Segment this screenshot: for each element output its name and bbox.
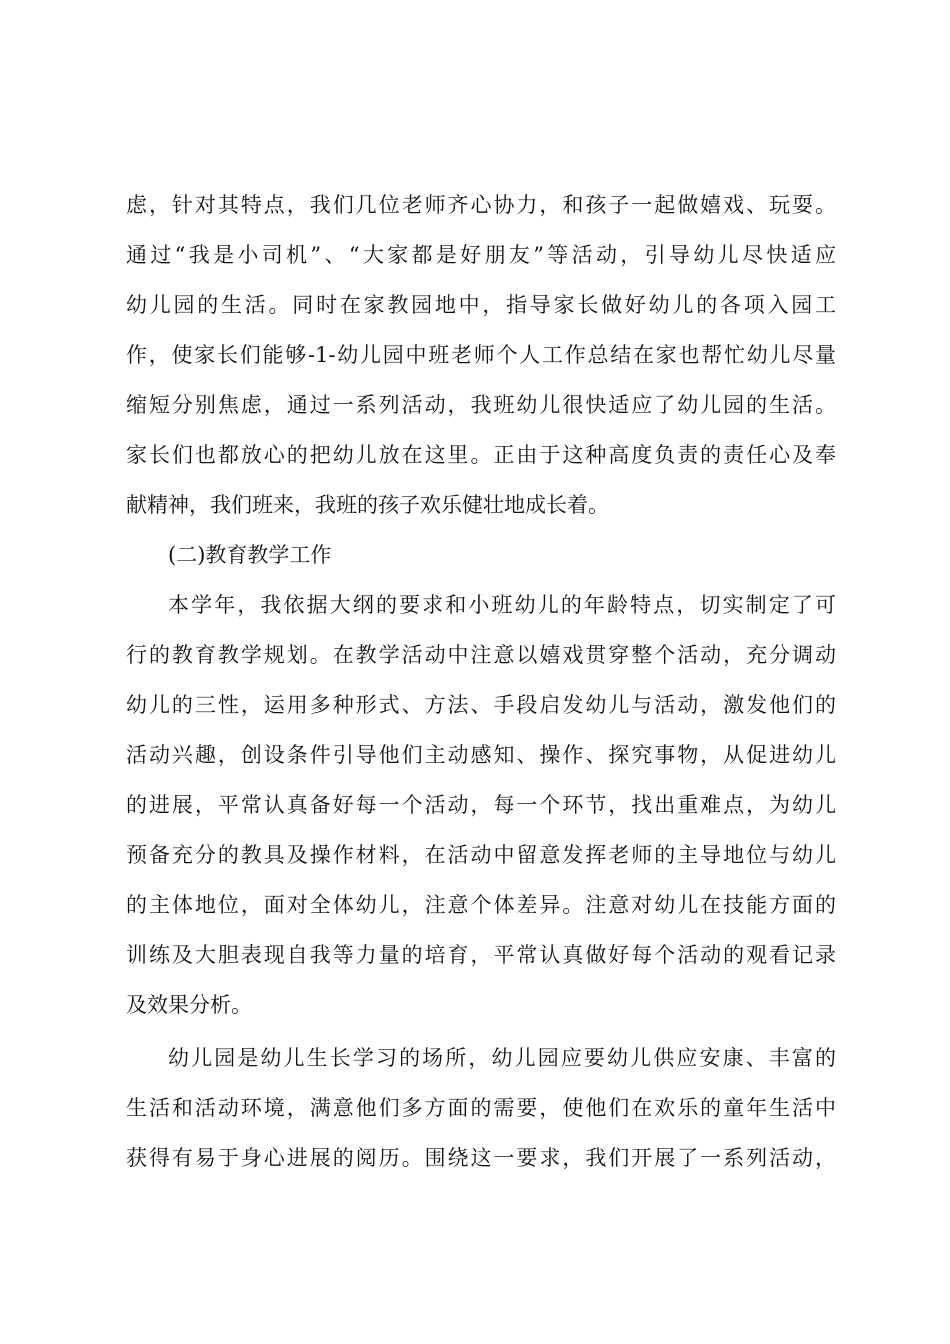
text-line-16: 训练及大胆表现自我等力量的培育，平常认真做好每个活动的观看记录: [126, 943, 836, 967]
text-line-10: 行的教育教学规划。在教学活动中注意以嬉戏贯穿整个活动，充分调动: [126, 643, 836, 667]
text-line-5: 缩短分别焦虑，通过一系列活动，我班幼儿很快适应了幼儿园的生活。: [126, 393, 836, 417]
text-line-1: 虑，针对其特点，我们几位老师齐心协力，和孩子一起做嬉戏、玩耍。: [126, 193, 836, 217]
text-line-13: 的进展，平常认真备好每一个活动，每一个环节，找出重难点，为幼儿: [126, 793, 836, 817]
text-line-4: 作，使家长们能够-1-幼儿园中班老师个人工作总结在家也帮忙幼儿尽量: [126, 343, 836, 367]
text-line-19: 生活和活动环境，满意他们多方面的需要，使他们在欢乐的童年生活中: [126, 1096, 836, 1120]
text-line-6: 家长们也都放心的把幼儿放在这里。正由于这种高度负责的责任心及奉: [126, 443, 836, 467]
text-line-18: 幼儿园是幼儿生长学习的场所，幼儿园应要幼儿供应安康、丰富的: [168, 1046, 836, 1070]
text-line-9: 本学年，我依据大纲的要求和小班幼儿的年龄特点，切实制定了可: [168, 593, 836, 617]
text-line-2: 通过“我是小司机”、“大家都是好朋友”等活动，引导幼儿尽快适应: [126, 243, 836, 267]
text-line-15: 的主体地位，面对全体幼儿，注意个体差异。注意对幼儿在技能方面的: [126, 893, 836, 917]
text-line-17: 及效果分析。: [126, 993, 252, 1017]
section-heading: (二)教育教学工作: [168, 543, 332, 567]
text-line-20: 获得有易于身心进展的阅历。围绕这一要求，我们开展了一系列活动，: [126, 1146, 836, 1170]
text-line-3: 幼儿园的生活。同时在家教园地中，指导家长做好幼儿的各项入园工: [126, 293, 836, 317]
text-line-12: 活动兴趣，创设条件引导他们主动感知、操作、探究事物，从促进幼儿: [126, 743, 836, 767]
text-line-7: 献精神，我们班来，我班的孩子欢乐健壮地成长着。: [126, 493, 609, 517]
text-line-14: 预备充分的教具及操作材料，在活动中留意发挥老师的主导地位与幼儿: [126, 843, 836, 867]
text-line-11: 幼儿的三性，运用多种形式、方法、手段启发幼儿与活动，激发他们的: [126, 693, 836, 717]
